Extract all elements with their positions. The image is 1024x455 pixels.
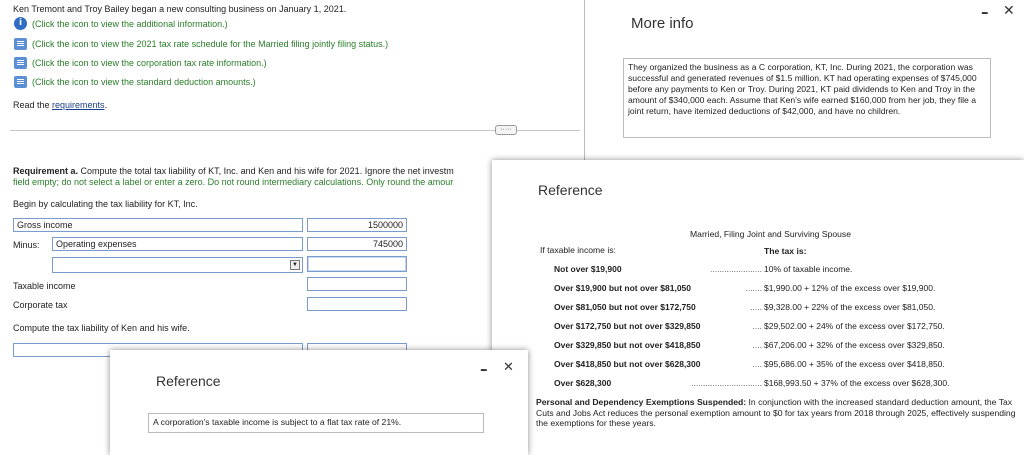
tax-formula: 10% of taxable income. (764, 264, 853, 274)
requirement-text (13, 166, 493, 176)
additional-info-link[interactable]: (Click the icon to view the additional information.) (32, 19, 228, 29)
minimize-button[interactable]: – (480, 360, 488, 378)
corp-tax-rate-link[interactable]: (Click the icon to view the corporation tax rate information.) (32, 58, 267, 68)
leader-dots: .............................. (691, 378, 762, 388)
leader-dots: ...................... (710, 264, 762, 274)
reference-title: Reference (538, 182, 603, 198)
taxable-income-label: Taxable income (13, 281, 76, 291)
read-suffix: . (104, 100, 108, 110)
close-button[interactable]: ✕ (503, 360, 514, 375)
bracket-label: Not over $19,900 (554, 264, 622, 274)
corporate-tax-input[interactable] (307, 297, 407, 311)
document-icon[interactable] (14, 38, 27, 50)
minus-label: Minus: (13, 240, 40, 250)
tax-formula: $168,993.50 + 37% of the excess over $628,300. (764, 378, 950, 388)
bracket-label: Over $329,850 but not over $418,850 (554, 340, 701, 350)
exemption-note-label: Personal and Dependency Exemptions Suspended: (536, 397, 747, 407)
tax-formula: $29,502.00 + 24% of the excess over $172,750. (764, 321, 945, 331)
document-icon[interactable] (14, 57, 27, 69)
reference-title: Reference (156, 373, 221, 389)
requirement-label: Requirement a. (13, 166, 79, 176)
corporate-tax-label: Corporate tax (13, 300, 68, 310)
reference-corp-panel (110, 350, 528, 455)
requirement-note: field empty; do not select a label or enter a zero. Do not round intermediary calculations. Only round the amour (13, 177, 454, 187)
column-left-header: If taxable income is: (540, 245, 616, 255)
exemption-note-body: In conjunction with the increased standard deduction amount, the Tax Cuts and Jobs Act reduces the personal exemption amount to $0 for tax years from 2018 through 2025, effectively suspending the exemptions for these years. (536, 397, 1016, 428)
bracket-label: Over $81,050 but not over $172,750 (554, 302, 696, 312)
bracket-label: Over $172,750 but not over $329,850 (554, 321, 701, 331)
minimize-button[interactable]: – (981, 3, 989, 21)
tax-formula: $95,686.00 + 35% of the excess over $418,850. (764, 359, 945, 369)
read-requirements (13, 100, 107, 110)
label-select-dropdown[interactable] (52, 257, 303, 273)
requirement-body: Compute the total tax liability of KT, Inc. and Ken and his wife for 2021. Ignore the net investm (78, 166, 454, 176)
info-icon[interactable]: i (14, 17, 27, 30)
corp-tax-text: A corporation's taxable income is subject to a flat tax rate of 21%. (148, 413, 484, 433)
tax-formula: $9,328.00 + 22% of the excess over $81,050. (764, 302, 936, 312)
more-info-text: They organized the business as a C corporation, KT, Inc. During 2021, the corporation was successful and generated revenues of $1.5 million. KT had operating expenses of $745,000 before any payments to Ken or Troy. During 2021, KT paid dividends to Ken and Troy in the amount of $340,000 each. Assume that Ken's wife earned $160,000 from her job, they file a joint return, have itemized deductions of $42,000, and have no children. (623, 58, 991, 138)
bracket-label: Over $628,300 (554, 378, 612, 388)
intro-text: Ken Tremont and Troy Bailey began a new consulting business on January 1, 2021. (13, 4, 347, 14)
taxable-income-input[interactable] (307, 277, 407, 291)
more-info-panel (584, 0, 1024, 160)
operating-expenses-label-cell: Operating expenses (52, 237, 303, 251)
tax-formula: $1,990.00 + 12% of the excess over $19,900. (764, 283, 936, 293)
leader-dots: .... (752, 321, 762, 331)
gross-income-input[interactable]: 1500000 (307, 218, 407, 232)
schedule-title: Married, Filing Joint and Surviving Spouse (690, 229, 851, 239)
leader-dots: .... (752, 340, 762, 350)
leader-dots: ..... (750, 302, 762, 312)
bracket-label: Over $19,900 but not over $81,050 (554, 283, 692, 293)
bracket-label: Over $418,850 but not over $628,300 (554, 359, 701, 369)
gross-income-label-cell: Gross income (13, 218, 303, 232)
close-button[interactable]: ✕ (1003, 3, 1015, 19)
exemption-note (536, 397, 1016, 429)
amount-input[interactable] (307, 256, 407, 272)
operating-expenses-input[interactable]: 745000 (307, 237, 407, 251)
begin-text: Begin by calculating the tax liability for KT, Inc. (13, 199, 198, 209)
document-icon[interactable] (14, 76, 27, 88)
chevron-down-icon[interactable]: ▼ (290, 260, 300, 270)
expand-button[interactable]: ····· (495, 125, 517, 135)
reference-tax-panel (492, 160, 1024, 455)
leader-dots: .... (752, 359, 762, 369)
tax-rate-schedule-link[interactable]: (Click the icon to view the 2021 tax rate schedule for the Married filing jointly filing status.) (32, 39, 389, 49)
requirements-link[interactable]: requirements (52, 100, 105, 110)
column-right-header: The tax is: (764, 246, 807, 256)
tax-formula: $67,206.00 + 32% of the excess over $329,850. (764, 340, 945, 350)
compute-wife-text: Compute the tax liability of Ken and his wife. (13, 323, 190, 333)
more-info-title: More info (631, 15, 694, 32)
read-prefix: Read the (13, 100, 53, 110)
leader-dots: ....... (745, 283, 762, 293)
standard-deduction-link[interactable]: (Click the icon to view the standard deduction amounts.) (32, 77, 256, 87)
